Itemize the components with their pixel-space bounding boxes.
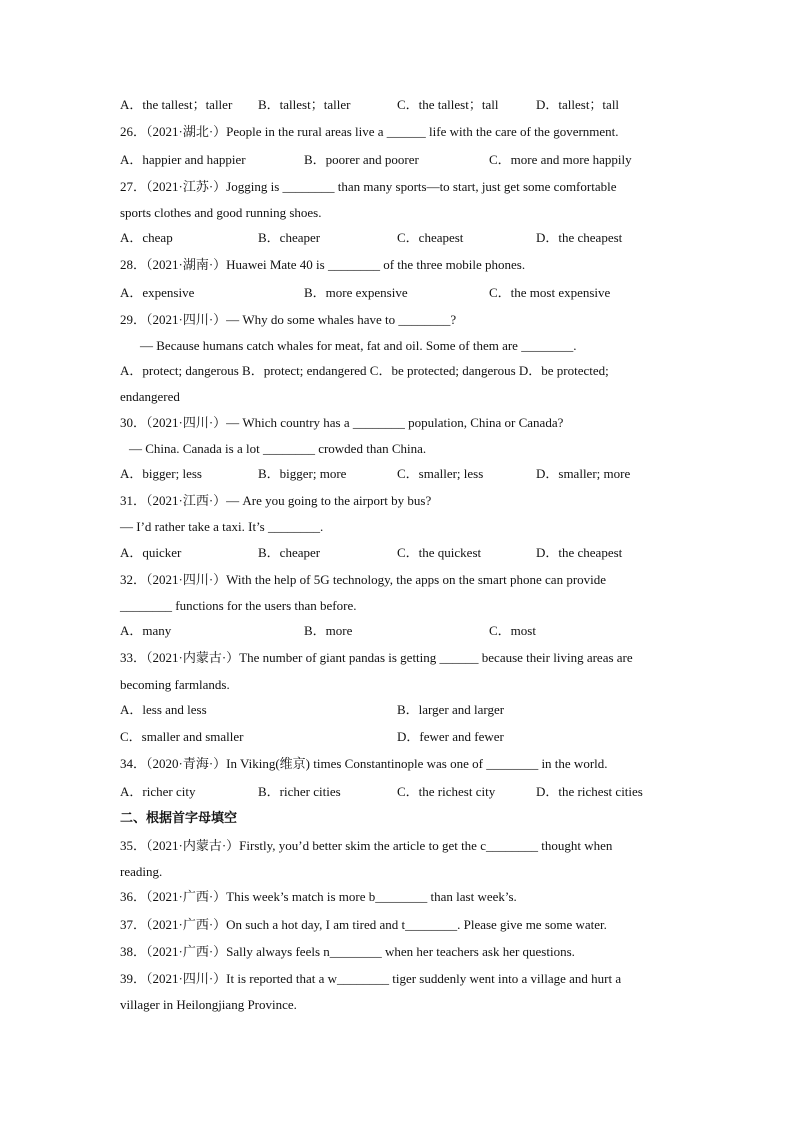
q29-stem: 29．（2021·四川·）— Why do some whales have to ________? [120, 312, 457, 327]
q30-option-d: D．smaller; more [536, 466, 631, 481]
q29-options-cont: endangered [120, 389, 180, 404]
q31-stem: 31．（2021·江西·）— Are you going to the airport by bus? [120, 493, 432, 508]
q30-option-c: C．smaller; less [397, 466, 484, 481]
q32-option-c: C．most [489, 623, 536, 638]
q27-option-a: A．cheap [120, 230, 173, 245]
q34-option-c: C．the richest city [397, 784, 496, 799]
q31-option-d: D．the cheapest [536, 545, 623, 560]
q39-stem-cont: villager in Heilongjiang Province. [120, 997, 297, 1012]
q29-stem-cont: — Because humans catch whales for meat, fat and oil. Some of them are ________. [140, 338, 577, 353]
q28-option-b: B．more expensive [304, 285, 408, 300]
q36-stem: 36．（2021·广西·）This week’s match is more b________ than last week’s. [120, 889, 517, 904]
q37-stem: 37．（2021·广西·）On such a hot day, I am tired and t________. Please give me some water. [120, 917, 607, 932]
q33-stem: 33．（2021·内蒙古·）The number of giant pandas is getting ______ because their living areas are [120, 650, 633, 665]
q31-stem-cont: — I’d rather take a taxi. It’s ________. [120, 519, 324, 534]
q26-option-a: A．happier and happier [120, 152, 246, 167]
q31-option-c: C．the quickest [397, 545, 482, 560]
q27-stem: 27．（2021·江苏·）Jogging is ________ than many sports—to start, just get some comfortable [120, 179, 617, 194]
q28-stem: 28．（2021·湖南·）Huawei Mate 40 is ________ of the three mobile phones. [120, 257, 526, 272]
q28-option-a: A．expensive [120, 285, 195, 300]
q25-option-b: B．tallest；taller [258, 97, 351, 112]
q27-option-b: B．cheaper [258, 230, 321, 245]
q35-stem-cont: reading. [120, 864, 163, 879]
q26-stem: 26．（2021·湖北·）People in the rural areas live a ______ life with the care of the government. [120, 124, 619, 139]
q34-option-a: A．richer city [120, 784, 196, 799]
q38-stem: 38．（2021·广西·）Sally always feels n________ when her teachers ask her questions. [120, 944, 575, 959]
q33-stem-cont: becoming farmlands. [120, 677, 230, 692]
q32-option-b: B．more [304, 623, 353, 638]
q34-option-d: D．the richest cities [536, 784, 643, 799]
q30-stem-cont: — China. Canada is a lot ________ crowded than China. [129, 441, 427, 456]
q34-option-b: B．richer cities [258, 784, 341, 799]
q33-option-c: C．smaller and smaller [120, 729, 244, 744]
q30-option-b: B．bigger; more [258, 466, 347, 481]
q32-stem: 32．（2021·四川·）With the help of 5G technology, the apps on the smart phone can provide [120, 572, 607, 587]
q27-stem-cont: sports clothes and good running shoes. [120, 205, 322, 220]
q30-option-a: A．bigger; less [120, 466, 202, 481]
q25-option-d: D．tallest；tall [536, 97, 620, 112]
q26-option-b: B．poorer and poorer [304, 152, 419, 167]
q27-option-c: C．cheapest [397, 230, 464, 245]
q33-option-d: D．fewer and fewer [397, 729, 504, 744]
q25-option-c: C．the tallest；tall [397, 97, 499, 112]
q33-option-a: A．less and less [120, 702, 207, 717]
q31-option-a: A．quicker [120, 545, 182, 560]
q32-option-a: A．many [120, 623, 172, 638]
q33-option-b: B．larger and larger [397, 702, 505, 717]
q28-option-c: C．the most expensive [489, 285, 611, 300]
q39-stem: 39．（2021·四川·）It is reported that a w________ tiger suddenly went into a village and hurt a [120, 971, 622, 986]
q35-stem: 35．（2021·内蒙古·）Firstly, you’d better skim the article to get the c________ thought when [120, 838, 613, 853]
q26-option-c: C．more and more happily [489, 152, 632, 167]
q27-option-d: D．the cheapest [536, 230, 623, 245]
q32-stem-cont: ________ functions for the users than before. [120, 598, 357, 613]
q31-option-b: B．cheaper [258, 545, 321, 560]
q34-stem: 34．（2020·青海·）In Viking(维京) times Constantinople was one of ________ in the world. [120, 756, 608, 771]
q29-options: A．protect; dangerous B．protect; endangered C．be protected; dangerous D．be protected; [120, 363, 609, 378]
q25-option-a: A．the tallest；taller [120, 97, 233, 112]
section-title: 二、根据首字母填空 [120, 811, 238, 826]
q30-stem: 30．（2021·四川·）— Which country has a ________ population, China or Canada? [120, 415, 564, 430]
